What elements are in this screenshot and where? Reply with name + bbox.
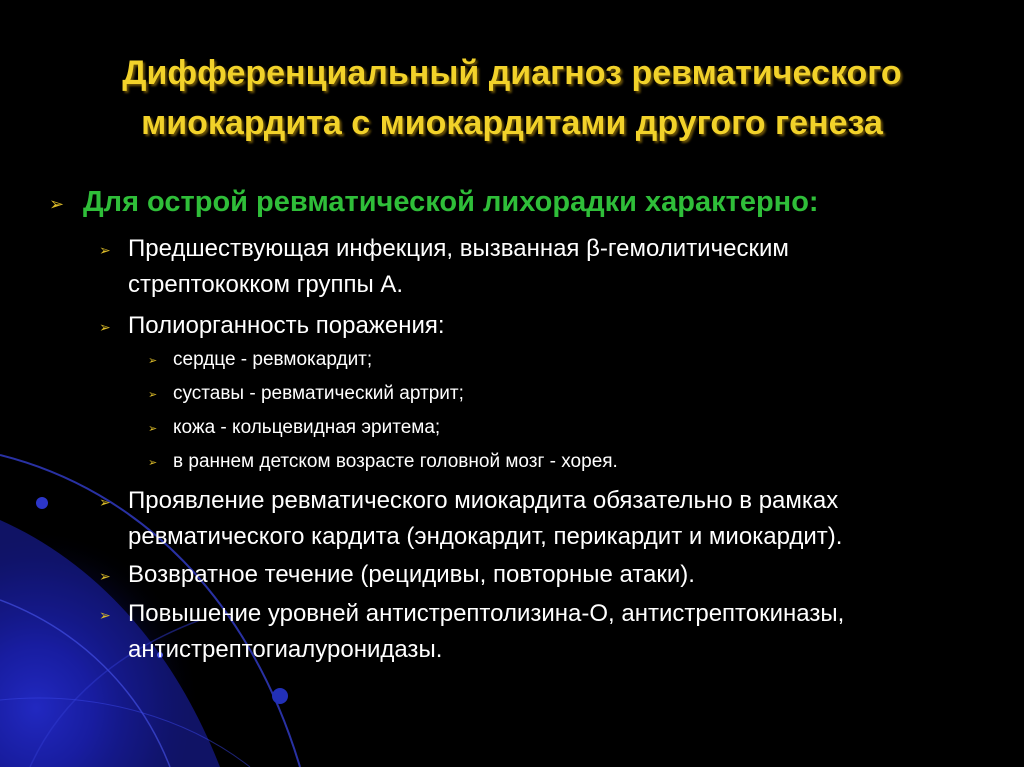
list-item: Предшествующая инфекция, вызванная β-гемолитическим стрептококком группы А. [128, 235, 789, 298]
sub-list-item: сердце - ревмокардит; [173, 349, 373, 370]
arrow-bullet-icon: ➢ [148, 422, 158, 435]
section-heading: Для острой ревматической лихорадки характерно: [83, 186, 819, 218]
arrow-bullet-icon: ➢ [99, 320, 111, 336]
list-item: Полиорганность поражения: [128, 312, 445, 339]
sub-list-item: суставы - ревматический артрит; [173, 383, 464, 404]
list-item: Повышение уровней антистрептолизина-О, антистрептокиназы, антистрептогиалуронидазы. [128, 600, 845, 663]
arrow-bullet-icon: ➢ [99, 495, 111, 511]
arrow-bullet-icon: ➢ [99, 243, 111, 259]
sub-list-item: в раннем детском возрасте головной мозг - хорея. [173, 451, 618, 472]
sub-list-item: кожа - кольцевидная эритема; [173, 417, 441, 438]
arrow-bullet-icon: ➢ [99, 569, 111, 585]
arrow-bullet-icon: ➢ [99, 608, 111, 624]
arrow-bullet-icon: ➢ [148, 388, 158, 401]
title-line: Дифференциальный диагноз ревматического [122, 54, 902, 92]
list-item: Проявление ревматического миокардита обязательно в рамках ревматического кардита (эндокардит, перикардит и миокардит). [128, 487, 843, 550]
arrow-bullet-icon: ➢ [49, 194, 65, 215]
title-line: миокардита с миокардитами другого генеза [141, 104, 883, 142]
arrow-bullet-icon: ➢ [148, 354, 158, 367]
list-item: Возвратное течение (рецидивы, повторные атаки). [128, 561, 695, 588]
arrow-bullet-icon: ➢ [148, 456, 158, 469]
